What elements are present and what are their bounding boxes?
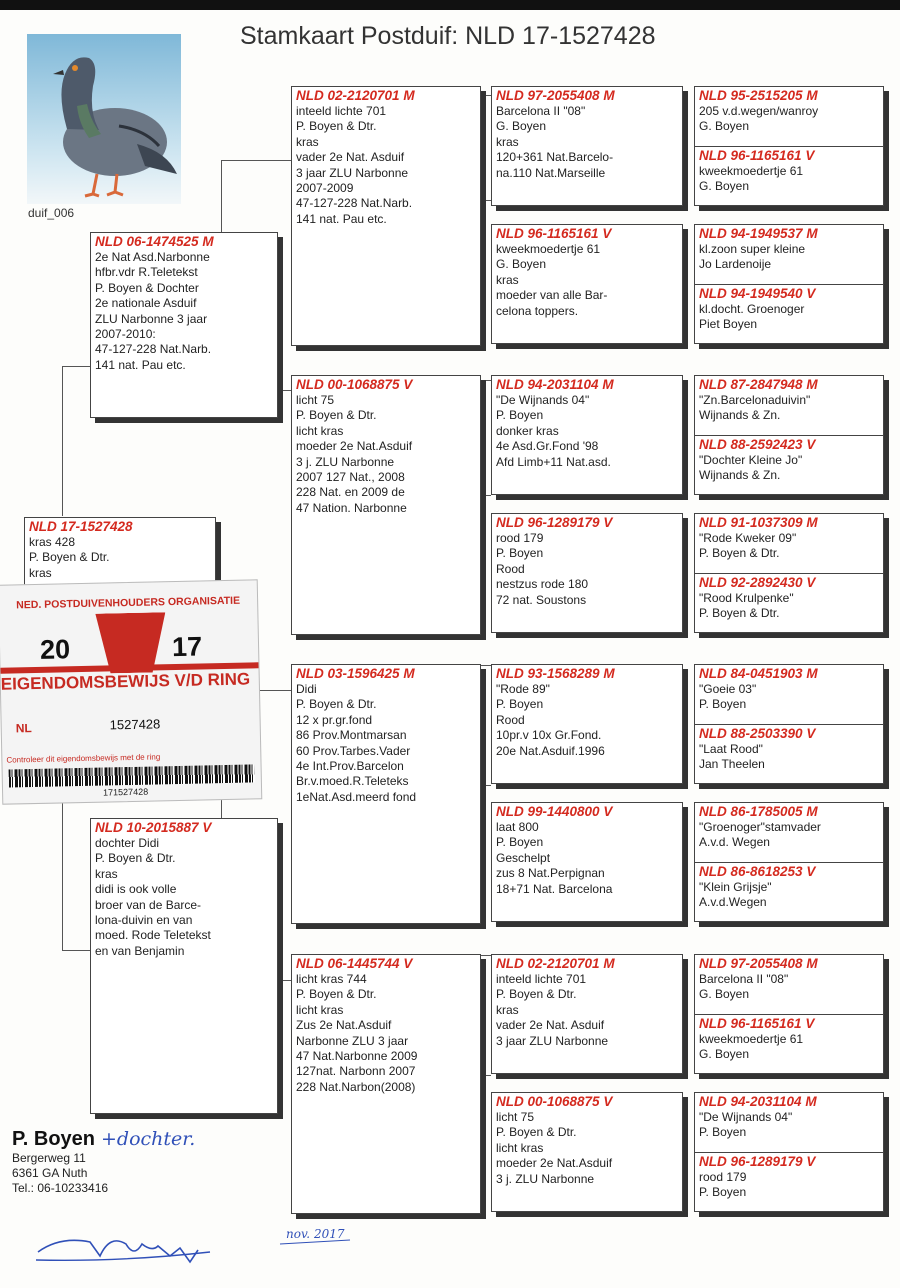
barcode-icon (9, 764, 255, 787)
ancestor-pair-box (694, 224, 884, 344)
ring-number: NLD 96-1165161 V (699, 1016, 815, 1031)
ring-number: NLD 87-2847948 M (699, 377, 818, 392)
detail-line: P. Boyen & Dtr. (296, 987, 377, 1002)
detail-line: "De Wijnands 04" (699, 1110, 793, 1124)
detail-line: "Rode Kweker 09" (699, 531, 797, 545)
ancestor-cell (695, 146, 883, 205)
detail-line: lona-duivin en van (95, 913, 193, 928)
ring-number: NLD 06-1474525 M (95, 234, 214, 249)
detail-line: nestzus rode 180 (496, 577, 589, 592)
ring-number: NLD 96-1289179 V (496, 515, 613, 530)
detail-line: P. Boyen & Dtr. (296, 697, 377, 712)
detail-line: kweekmoedertje 61 (699, 164, 804, 178)
detail-line: rood 179 (496, 531, 544, 545)
grandparent-box (291, 664, 481, 924)
detail-line: moeder 2e Nat.Asduif (496, 1156, 613, 1171)
detail-line: kweekmoedertje 61 (496, 242, 601, 256)
ring-number: 1527428 (109, 716, 161, 733)
breeder-info (12, 1128, 195, 1196)
ring-number: NLD 94-1949537 M (699, 226, 818, 241)
detail-line: P. Boyen & Dtr. (699, 546, 780, 561)
year-part-a: 20 (39, 634, 71, 665)
ring-number: NLD 88-2503390 V (699, 726, 816, 741)
detail-line: P. Boyen (496, 697, 544, 712)
detail-line: Rood (496, 561, 525, 576)
detail-line: 2007-2010: (95, 327, 156, 342)
detail-line: G. Boyen (699, 1047, 750, 1062)
ancestor-cell (695, 724, 883, 783)
connector-line (62, 366, 90, 367)
ring-number: NLD 96-1289179 V (699, 1154, 816, 1169)
detail-line: P. Boyen (496, 835, 544, 850)
ancestor-cell (695, 862, 883, 921)
detail-line: G. Boyen (496, 257, 547, 272)
detail-line: 3 j. ZLU Narbonne (496, 1171, 595, 1186)
ring-number: NLD 00-1068875 V (296, 377, 413, 392)
detail-line: licht 75 (296, 393, 335, 407)
detail-line: 205 v.d.wegen/wanroy (699, 104, 819, 118)
detail-line: 47 Nat.Narbonne 2009 (296, 1049, 418, 1064)
ring-ownership-card (0, 579, 262, 804)
ancestor-cell (695, 514, 883, 573)
mother-box (90, 818, 278, 1114)
detail-line: kras (29, 565, 52, 580)
detail-line: Rood (496, 712, 525, 727)
detail-line: G. Boyen (699, 179, 750, 194)
ring-number: NLD 93-1568289 M (496, 666, 615, 681)
detail-line: G. Boyen (699, 987, 750, 1002)
ring-number: NLD 91-1037309 M (699, 515, 818, 530)
detail-line: didi is ook volle (95, 882, 177, 897)
detail-line: Afd Limb+11 Nat.asd. (496, 454, 611, 469)
detail-line: "Goeie 03" (699, 682, 757, 696)
detail-line: na.110 Nat.Marseille (496, 165, 606, 180)
connector-line (62, 800, 63, 950)
ring-number: NLD 88-2592423 V (699, 437, 816, 452)
detail-line: dochter Didi (95, 836, 160, 850)
ring-number: NLD 94-1949540 V (699, 286, 816, 301)
ancestor-cell (695, 1152, 883, 1211)
detail-line: "Laat Rood" (699, 742, 763, 756)
detail-line: "Dochter Kleine Jo" (699, 453, 803, 467)
page-title: Stamkaart Postduif: NLD 17-1527428 (240, 22, 656, 50)
grandparent-box (291, 86, 481, 346)
detail-line: moed. Rode Teletekst (95, 928, 211, 943)
detail-line: 141 nat. Pau etc. (95, 357, 186, 372)
detail-line: P. Boyen (496, 546, 544, 561)
ownership-title: EIGENDOMSBEWIJS V/D RING (0, 669, 251, 694)
breeder-phone: Tel.: 06-10233416 (12, 1181, 109, 1195)
great-grandparent-box (491, 954, 683, 1074)
detail-line: P. Boyen & Dtr. (95, 851, 176, 866)
detail-line: P. Boyen & Dtr. (496, 987, 577, 1002)
detail-line: Barcelona II "08" (496, 104, 586, 118)
connector-line (62, 366, 63, 516)
great-grandparent-box (491, 224, 683, 344)
ring-number: NLD 86-8618253 V (699, 864, 816, 879)
ring-number: NLD 03-1596425 M (296, 666, 415, 681)
barcode-number: 171527428 (102, 786, 149, 798)
detail-line: zus 8 Nat.Perpignan (496, 866, 605, 881)
detail-line: A.v.d.Wegen (699, 895, 767, 910)
detail-line: kras (296, 134, 319, 149)
detail-line: broer van de Barce- (95, 897, 202, 912)
detail-line: 2007 127 Nat., 2008 (296, 470, 405, 485)
detail-line: moeder van alle Bar- (496, 288, 608, 303)
ancestor-cell (695, 665, 883, 724)
ring-number: NLD 94-2031104 M (496, 377, 614, 392)
ancestor-cell (695, 803, 883, 862)
ancestor-cell (695, 955, 883, 1014)
ring-number: NLD 02-2120701 M (296, 88, 415, 103)
ring-number: NLD 96-1165161 V (496, 226, 612, 241)
ring-number: NLD 96-1165161 V (699, 148, 815, 163)
ancestor-cell (695, 573, 883, 632)
detail-line: kras (95, 866, 118, 881)
ring-number: NLD 94-2031104 M (699, 1094, 817, 1109)
year-part-b: 17 (171, 631, 203, 663)
detail-line: G. Boyen (699, 119, 750, 134)
ring-number: NLD 97-2055408 M (699, 956, 818, 971)
detail-line: "Zn.Barcelonaduivin" (699, 393, 811, 407)
grandparent-box (291, 954, 481, 1214)
detail-line: 228 Nat. en 2009 de (296, 485, 405, 500)
detail-line: kras (496, 134, 519, 149)
detail-line: 60 Prov.Tarbes.Vader (296, 743, 411, 758)
detail-line: celona toppers. (496, 303, 579, 318)
detail-line: 3 jaar ZLU Narbonne (296, 165, 409, 180)
detail-line: Zus 2e Nat.Asduif (296, 1018, 392, 1033)
great-grandparent-box (491, 375, 683, 495)
ancestor-pair-box (694, 954, 884, 1074)
detail-line: licht kras (296, 1002, 344, 1017)
detail-line: kras (496, 272, 519, 287)
detail-line: 47 Nation. Narbonne (296, 500, 407, 515)
detail-line: kl.docht. Groenoger (699, 302, 805, 316)
photo-caption: duif_006 (28, 206, 75, 220)
detail-line: 86 Prov.Montmarsan (296, 728, 407, 743)
pigeon-icon (27, 34, 181, 204)
detail-line: rood 179 (699, 1170, 747, 1184)
detail-line: "Groenoger"stamvader (699, 820, 821, 834)
detail-line: P. Boyen (496, 408, 544, 423)
ancestor-pair-box (694, 375, 884, 495)
detail-line: 2e nationale Asduif (95, 296, 197, 311)
detail-line: Br.v.moed.R.Teleteks (296, 774, 409, 789)
detail-line: 47-127-228 Nat.Narb. (296, 196, 413, 211)
ancestor-pair-box (694, 1092, 884, 1212)
detail-line: P. Boyen (699, 1125, 747, 1140)
detail-line: Wijnands & Zn. (699, 408, 781, 423)
check-note: Controleer dit eigendomsbewijs met de ring (6, 752, 161, 765)
detail-line: vader 2e Nat. Asduif (296, 150, 405, 165)
detail-line: 228 Nat.Narbon(2008) (296, 1079, 416, 1094)
detail-line: Narbonne ZLU 3 jaar (296, 1033, 409, 1048)
detail-line: 127nat. Narbonn 2007 (296, 1064, 416, 1079)
detail-line: "De Wijnands 04" (496, 393, 590, 407)
father-box (90, 232, 278, 418)
grandparent-box (291, 375, 481, 635)
detail-line: "Rood Krulpenke" (699, 591, 794, 605)
ring-number: NLD 17-1527428 (29, 519, 133, 534)
detail-line: Barcelona II "08" (699, 972, 789, 986)
detail-line: P. Boyen (699, 1185, 747, 1200)
detail-line: licht kras (496, 1140, 544, 1155)
ancestor-cell (695, 435, 883, 494)
detail-line: P. Boyen & Dtr. (296, 408, 377, 423)
detail-line: kl.zoon super kleine (699, 242, 806, 256)
country-code: NL (15, 721, 32, 736)
breeder-street: Bergerweg 11 (12, 1151, 86, 1165)
great-grandparent-box (491, 664, 683, 784)
pigeon-photo (27, 34, 181, 204)
ring-number: NLD 02-2120701 M (496, 956, 615, 971)
detail-line: 2e Nat Asd.Narbonne (95, 250, 210, 264)
detail-line: 47-127-228 Nat.Narb. (95, 342, 212, 357)
detail-line: Jan Theelen (699, 757, 765, 772)
detail-line: ZLU Narbonne 3 jaar (95, 311, 208, 326)
ancestor-cell (695, 1014, 883, 1073)
detail-line: hfbr.vdr R.Teletekst (95, 265, 198, 280)
detail-line: laat 800 (496, 820, 539, 834)
detail-line: P. Boyen (699, 697, 747, 712)
detail-line: kras (496, 1002, 519, 1017)
detail-line: 12 x pr.gr.fond (296, 712, 373, 727)
breeder-city: 6361 GA Nuth (12, 1166, 88, 1180)
detail-line: P. Boyen & Dtr. (699, 606, 780, 621)
ancestor-pair-box (694, 513, 884, 633)
detail-line: 1eNat.Asd.meerd fond (296, 789, 417, 804)
detail-line: licht 75 (496, 1110, 535, 1124)
detail-line: A.v.d. Wegen (699, 835, 770, 850)
detail-line: P. Boyen & Dtr. (296, 119, 377, 134)
detail-line: "Rode 89" (496, 682, 550, 696)
detail-line: 2007-2009 (296, 181, 354, 196)
ancestor-pair-box (694, 664, 884, 784)
ring-number: NLD 99-1440800 V (496, 804, 613, 819)
detail-line: G. Boyen (496, 119, 547, 134)
ring-number: NLD 84-0451903 M (699, 666, 818, 681)
connector-line (221, 160, 291, 161)
ring-number: NLD 00-1068875 V (496, 1094, 613, 1109)
detail-line: Geschelpt (496, 850, 551, 865)
detail-line: 72 nat. Soustons (496, 592, 587, 607)
detail-line: "Klein Grijsje" (699, 880, 772, 894)
ancestor-cell (695, 87, 883, 146)
detail-line: en van Benjamin (95, 943, 185, 958)
detail-line: Jo Lardenoije (699, 257, 772, 272)
detail-line: Piet Boyen (699, 317, 758, 332)
detail-line: 3 jaar ZLU Narbonne (496, 1033, 609, 1048)
detail-line: Wijnands & Zn. (699, 468, 781, 483)
ancestor-cell (695, 225, 883, 284)
ancestor-cell (695, 1093, 883, 1152)
detail-line: 4e Asd.Gr.Fond '98 (496, 439, 599, 454)
breeder-name: P. Boyen (12, 1128, 95, 1150)
detail-line: inteeld lichte 701 (496, 972, 587, 986)
detail-line: inteeld lichte 701 (296, 104, 387, 118)
ring-number: NLD 06-1445744 V (296, 956, 413, 971)
detail-line: licht kras (296, 423, 344, 438)
detail-line: kweekmoedertje 61 (699, 1032, 804, 1046)
ring-number: NLD 97-2055408 M (496, 88, 615, 103)
great-grandparent-box (491, 802, 683, 922)
detail-line: 120+361 Nat.Barcelo- (496, 150, 614, 165)
connector-line (62, 950, 90, 951)
detail-line: 141 nat. Pau etc. (296, 211, 387, 226)
handwritten-note: +dochter. (101, 1128, 196, 1150)
detail-line: donker kras (496, 423, 559, 438)
great-grandparent-box (491, 1092, 683, 1212)
detail-line: kras 428 (29, 535, 76, 549)
detail-line: P. Boyen & Dochter (95, 280, 199, 295)
detail-line: P. Boyen & Dtr. (496, 1125, 577, 1140)
detail-line: vader 2e Nat. Asduif (496, 1018, 605, 1033)
organisation-name: NED. POSTDUIVENHOUDERS ORGANISATIE (16, 594, 241, 612)
great-grandparent-box (491, 513, 683, 633)
detail-line: 4e Int.Prov.Barcelon (296, 759, 404, 774)
ring-number: NLD 10-2015887 V (95, 820, 212, 835)
connector-line (221, 160, 222, 232)
ancestor-pair-box (694, 86, 884, 206)
detail-line: 10pr.v 10x Gr.Fond. (496, 728, 602, 743)
ring-number: NLD 95-2515205 M (699, 88, 818, 103)
detail-line: 3 j. ZLU Narbonne (296, 454, 395, 469)
ancestor-pair-box (694, 802, 884, 922)
detail-line: moeder 2e Nat.Asduif (296, 439, 413, 454)
signature-icon (30, 1222, 360, 1274)
signature-date: nov. 2017 (286, 1227, 345, 1241)
ring-number: NLD 92-2892430 V (699, 575, 816, 590)
detail-line: licht kras 744 (296, 972, 367, 986)
detail-line: 20e Nat.Asduif.1996 (496, 743, 605, 758)
ancestor-cell (695, 376, 883, 435)
ring-number: NLD 86-1785005 M (699, 804, 818, 819)
detail-line: P. Boyen & Dtr. (29, 550, 110, 565)
great-grandparent-box (491, 86, 683, 206)
detail-line: 18+71 Nat. Barcelona (496, 881, 613, 896)
detail-line: Didi (296, 682, 317, 696)
top-border (0, 0, 900, 10)
ancestor-cell (695, 284, 883, 343)
